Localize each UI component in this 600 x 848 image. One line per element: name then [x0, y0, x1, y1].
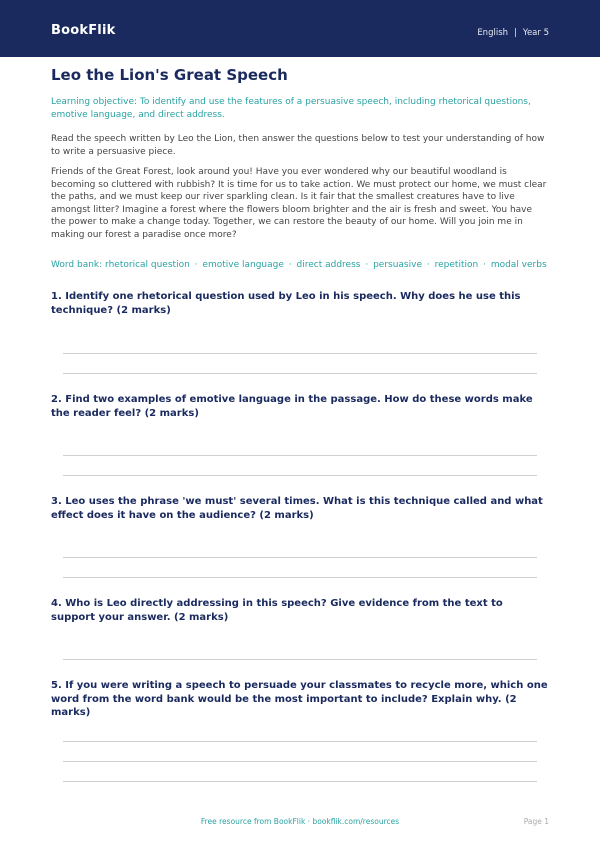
- header-bar: [0, 0, 600, 57]
- word-separator: ·: [365, 260, 369, 270]
- word-bank-label: Word bank:: [51, 260, 103, 270]
- meta-separator: |: [514, 28, 517, 38]
- answer-line[interactable]: [63, 557, 537, 558]
- question-5: 5. If you were writing a speech to persuade your classmates to recycle more, which one word from the word bank would be the most important to include? Explain why. (2 marks): [51, 680, 548, 718]
- question-2: 2. Find two examples of emotive language in the passage. How do these words make the reader feel? (2 marks): [51, 394, 533, 419]
- answer-line[interactable]: [63, 577, 537, 578]
- answer-line[interactable]: [63, 353, 537, 354]
- word-bank: [51, 260, 547, 270]
- brand-logo-text: BookFlik: [51, 23, 116, 38]
- learning-objective: Learning objective: To identify and use the features of a persuasive speech, including rhetorical questions, emotive language, and direct address.: [51, 97, 531, 120]
- answer-line[interactable]: [63, 761, 537, 762]
- answer-line[interactable]: [63, 475, 537, 476]
- header-meta: [477, 28, 549, 38]
- word-bank-item: repetition: [434, 260, 479, 270]
- answer-line[interactable]: [63, 741, 537, 742]
- worksheet-title: Leo the Lion's Great Speech: [51, 66, 288, 84]
- word-bank-item: emotive language: [202, 260, 284, 270]
- instructions-text: Read the speech written by Leo the Lion, then answer the questions below to test your understanding of how to write a persuasive piece.: [51, 134, 545, 157]
- word-separator: ·: [426, 260, 430, 270]
- answer-line[interactable]: [63, 659, 537, 660]
- word-bank-item: rhetorical question: [105, 260, 190, 270]
- word-separator: ·: [288, 260, 292, 270]
- question-4: 4. Who is Leo directly addressing in this speech? Give evidence from the text to support your answer. (2 marks): [51, 598, 503, 623]
- word-bank-item: persuasive: [373, 260, 422, 270]
- word-bank-item: direct address: [296, 260, 361, 270]
- subject-label: English: [477, 28, 509, 38]
- word-separator: ·: [194, 260, 198, 270]
- answer-line[interactable]: [63, 781, 537, 782]
- question-1: 1. Identify one rhetorical question used by Leo in his speech. Why does he use this technique? (2 marks): [51, 291, 521, 316]
- word-separator: ·: [483, 260, 486, 270]
- year-label: Year 5: [522, 28, 549, 38]
- speech-passage: Friends of the Great Forest, look around you! Have you ever wondered why our beautiful woodland is becoming so cluttered with rubbish? It is time for us to take action. We must protect our home, we must clear the paths, and we must keep our river sparkling clean. Is it fair that the smallest creatures have to live amongst litter? Imagine a forest where the flowers bloom brighter and the air is fresh and sweet. You have the power to make a change today. Together, we can restore the beauty of our home. Will you join me in making our forest a paradise once more?: [51, 167, 547, 240]
- word-bank-item: modal verbs: [490, 260, 547, 270]
- answer-line[interactable]: [63, 373, 537, 374]
- question-3: 3. Leo uses the phrase 'we must' several times. What is this technique called and what effect does it have on the audience? (2 marks): [51, 496, 543, 521]
- answer-line[interactable]: [63, 455, 537, 456]
- footer-credit: Free resource from BookFlik · bookflik.com/resources: [200, 817, 400, 826]
- page-number: Page 1: [523, 817, 549, 826]
